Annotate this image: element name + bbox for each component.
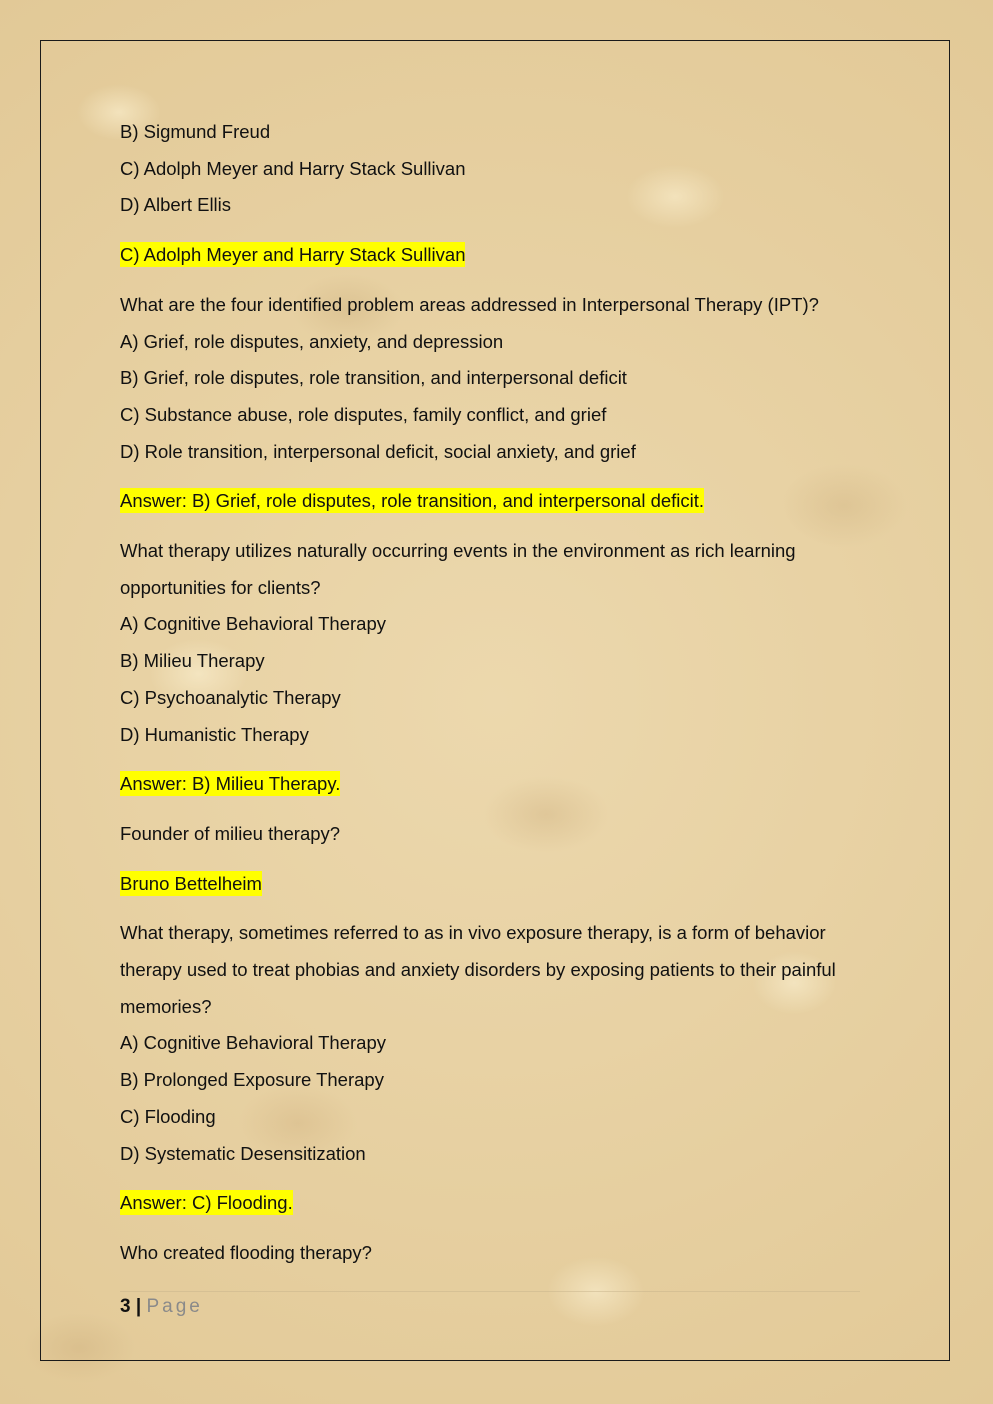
highlighted-answer: C) Adolph Meyer and Harry Stack Sullivan [120,244,466,266]
option-d: D) Humanistic Therapy [120,723,309,745]
option-a: A) Grief, role disputes, anxiety, and depression [120,330,504,352]
answer-milieu-founder [120,866,880,903]
option-a: A) Cognitive Behavioral Therapy [120,1032,386,1054]
question-ipt-problem-areas: What are the four identified problem areas addressed in Interpersonal Therapy (IPT)? [120,293,819,315]
document-body [120,114,880,1272]
question-exposure-therapy: What therapy, sometimes referred to as in vivo exposure therapy, is a form of behavior therapy used to treat phobias and anxiety disorders by exposing patients to their painful memories? [120,922,836,1017]
option-c: C) Psychoanalytic Therapy [120,686,341,708]
page-label: Page [146,1296,203,1317]
option-b-freud: B) Sigmund Freud [120,121,271,142]
answer-milieu [120,766,880,803]
option-c: C) Substance abuse, role disputes, family conflict, and grief [120,403,607,425]
highlighted-answer: Answer: C) Flooding. [120,1192,293,1214]
question-milieu: What therapy utilizes naturally occurring events in the environment as rich learning opportunities for clients? [120,540,796,598]
option-c-meyer-sullivan: C) Adolph Meyer and Harry Stack Sullivan [120,157,466,179]
option-d: D) Role transition, interpersonal deficit, social anxiety, and grief [120,440,636,462]
highlighted-answer: Answer: B) Grief, role disputes, role transition, and interpersonal deficit. [120,490,705,512]
option-b: B) Prolonged Exposure Therapy [120,1069,384,1091]
highlighted-answer: Answer: B) Milieu Therapy. [120,773,341,795]
question-milieu-founder: Founder of milieu therapy? [120,822,341,844]
option-d: D) Systematic Desensitization [120,1142,366,1164]
footer-divider [120,1291,860,1292]
option-a: A) Cognitive Behavioral Therapy [120,613,386,635]
page-number: 3 [120,1296,131,1317]
option-c: C) Flooding [120,1105,216,1127]
page-footer [120,1293,203,1321]
answer-ipt-founders [120,237,880,274]
highlighted-answer: Bruno Bettelheim [120,872,262,894]
answer-ipt-problem-areas [120,483,880,520]
option-b: B) Grief, role disputes, role transition, and interpersonal deficit [120,367,627,389]
option-b: B) Milieu Therapy [120,650,265,672]
option-d-ellis: D) Albert Ellis [120,194,232,216]
footer-separator: | [135,1296,142,1317]
answer-exposure-therapy [120,1185,880,1222]
question-flooding-creator: Who created flooding therapy? [120,1241,372,1263]
